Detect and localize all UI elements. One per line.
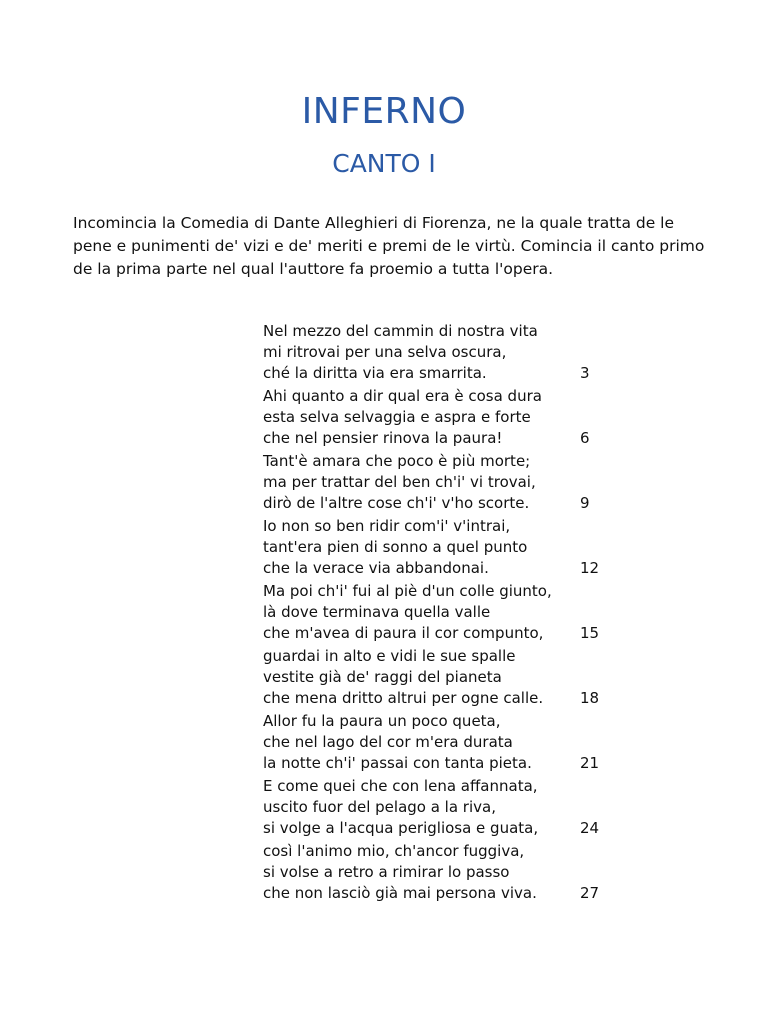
line-number: 3 xyxy=(580,364,590,382)
verse-line xyxy=(263,646,623,667)
verse-text: Nel mezzo del cammin di nostra vita xyxy=(263,322,538,340)
verse-line xyxy=(263,623,623,644)
verse-line xyxy=(263,363,623,384)
verse-text: guardai in alto e vidi le sue spalle xyxy=(263,647,516,665)
verse-text: E come quei che con lena affannata, xyxy=(263,777,538,795)
tercet xyxy=(263,711,623,774)
verse-text: che mena dritto altrui per ogne calle. xyxy=(263,689,544,707)
verse-text: la notte ch'i' passai con tanta pieta. xyxy=(263,754,532,772)
verse-line xyxy=(263,711,623,732)
verse-line xyxy=(263,732,623,753)
verse-line xyxy=(263,386,623,407)
verse-line xyxy=(263,493,623,514)
verse-line xyxy=(263,321,623,342)
verse-line xyxy=(263,342,623,363)
line-number: 18 xyxy=(580,689,600,707)
verse-line xyxy=(263,667,623,688)
line-number: 12 xyxy=(580,559,600,577)
tercet xyxy=(263,451,623,514)
verse-text: si volse a retro a rimirar lo passo xyxy=(263,863,510,881)
line-number: 9 xyxy=(580,494,590,512)
verse-text: che nel lago del cor m'era durata xyxy=(263,733,513,751)
verse-line xyxy=(263,581,623,602)
verse-line xyxy=(263,472,623,493)
page-title: INFERNO xyxy=(301,91,467,132)
verse-text: mi ritrovai per una selva oscura, xyxy=(263,343,507,361)
verse-text: là dove terminava quella valle xyxy=(263,603,491,621)
verse-text: Allor fu la paura un poco queta, xyxy=(263,712,501,730)
canto-title: CANTO I xyxy=(332,149,436,178)
verse-line xyxy=(263,537,623,558)
verse-line xyxy=(263,407,623,428)
verse-text: dirò de l'altre cose ch'i' v'ho scorte. xyxy=(263,494,530,512)
tercet xyxy=(263,776,623,839)
line-number: 15 xyxy=(580,624,600,642)
verse-text: che la verace via abbandonai. xyxy=(263,559,489,577)
tercet xyxy=(263,841,623,904)
verse-text: che non lasciò già mai persona viva. xyxy=(263,884,537,902)
verse-text: Io non so ben ridir com'i' v'intrai, xyxy=(263,517,511,535)
verse-line xyxy=(263,428,623,449)
verse-text: ché la diritta via era smarrita. xyxy=(263,364,487,382)
verse-text: Tant'è amara che poco è più morte; xyxy=(263,452,531,470)
verse-text: così l'animo mio, ch'ancor fuggiva, xyxy=(263,842,525,860)
verse-line xyxy=(263,862,623,883)
verse-text: ma per trattar del ben ch'i' vi trovai, xyxy=(263,473,536,491)
verse-line xyxy=(263,797,623,818)
tercet xyxy=(263,516,623,579)
verse-line xyxy=(263,516,623,537)
tercet xyxy=(263,646,623,709)
verse-text: tant'era pien di sonno a quel punto xyxy=(263,538,528,556)
line-number: 6 xyxy=(580,429,590,447)
verse-text: esta selva selvaggia e aspra e forte xyxy=(263,408,531,426)
verse-line xyxy=(263,451,623,472)
verse-line xyxy=(263,818,623,839)
tercet xyxy=(263,581,623,644)
verse-line xyxy=(263,688,623,709)
verse-block xyxy=(263,321,623,906)
line-number: 21 xyxy=(580,754,600,772)
tercet xyxy=(263,386,623,449)
line-number: 24 xyxy=(580,819,600,837)
verse-text: che m'avea di paura il cor compunto, xyxy=(263,624,544,642)
verse-line xyxy=(263,841,623,862)
tercet xyxy=(263,321,623,384)
verse-line xyxy=(263,776,623,797)
verse-line xyxy=(263,753,623,774)
verse-text: si volge a l'acqua perigliosa e guata, xyxy=(263,819,539,837)
intro-paragraph: Incomincia la Comedia di Dante Alleghieri di Fiorenza, ne la quale tratta de le pene e punimenti de' vizi e de' meriti e premi de le virtù. Comincia il canto primo de la prima parte nel qual l'auttore fa proemio a tutta l'opera. xyxy=(73,214,705,278)
verse-line xyxy=(263,558,623,579)
verse-text: Ahi quanto a dir qual era è cosa dura xyxy=(263,387,542,405)
verse-text: vestite già de' raggi del pianeta xyxy=(263,668,502,686)
verse-line xyxy=(263,602,623,623)
verse-text: che nel pensier rinova la paura! xyxy=(263,429,503,447)
verse-text: Ma poi ch'i' fui al piè d'un colle giunto, xyxy=(263,582,552,600)
verse-text: uscito fuor del pelago a la riva, xyxy=(263,798,496,816)
line-number: 27 xyxy=(580,884,600,902)
verse-line xyxy=(263,883,623,904)
